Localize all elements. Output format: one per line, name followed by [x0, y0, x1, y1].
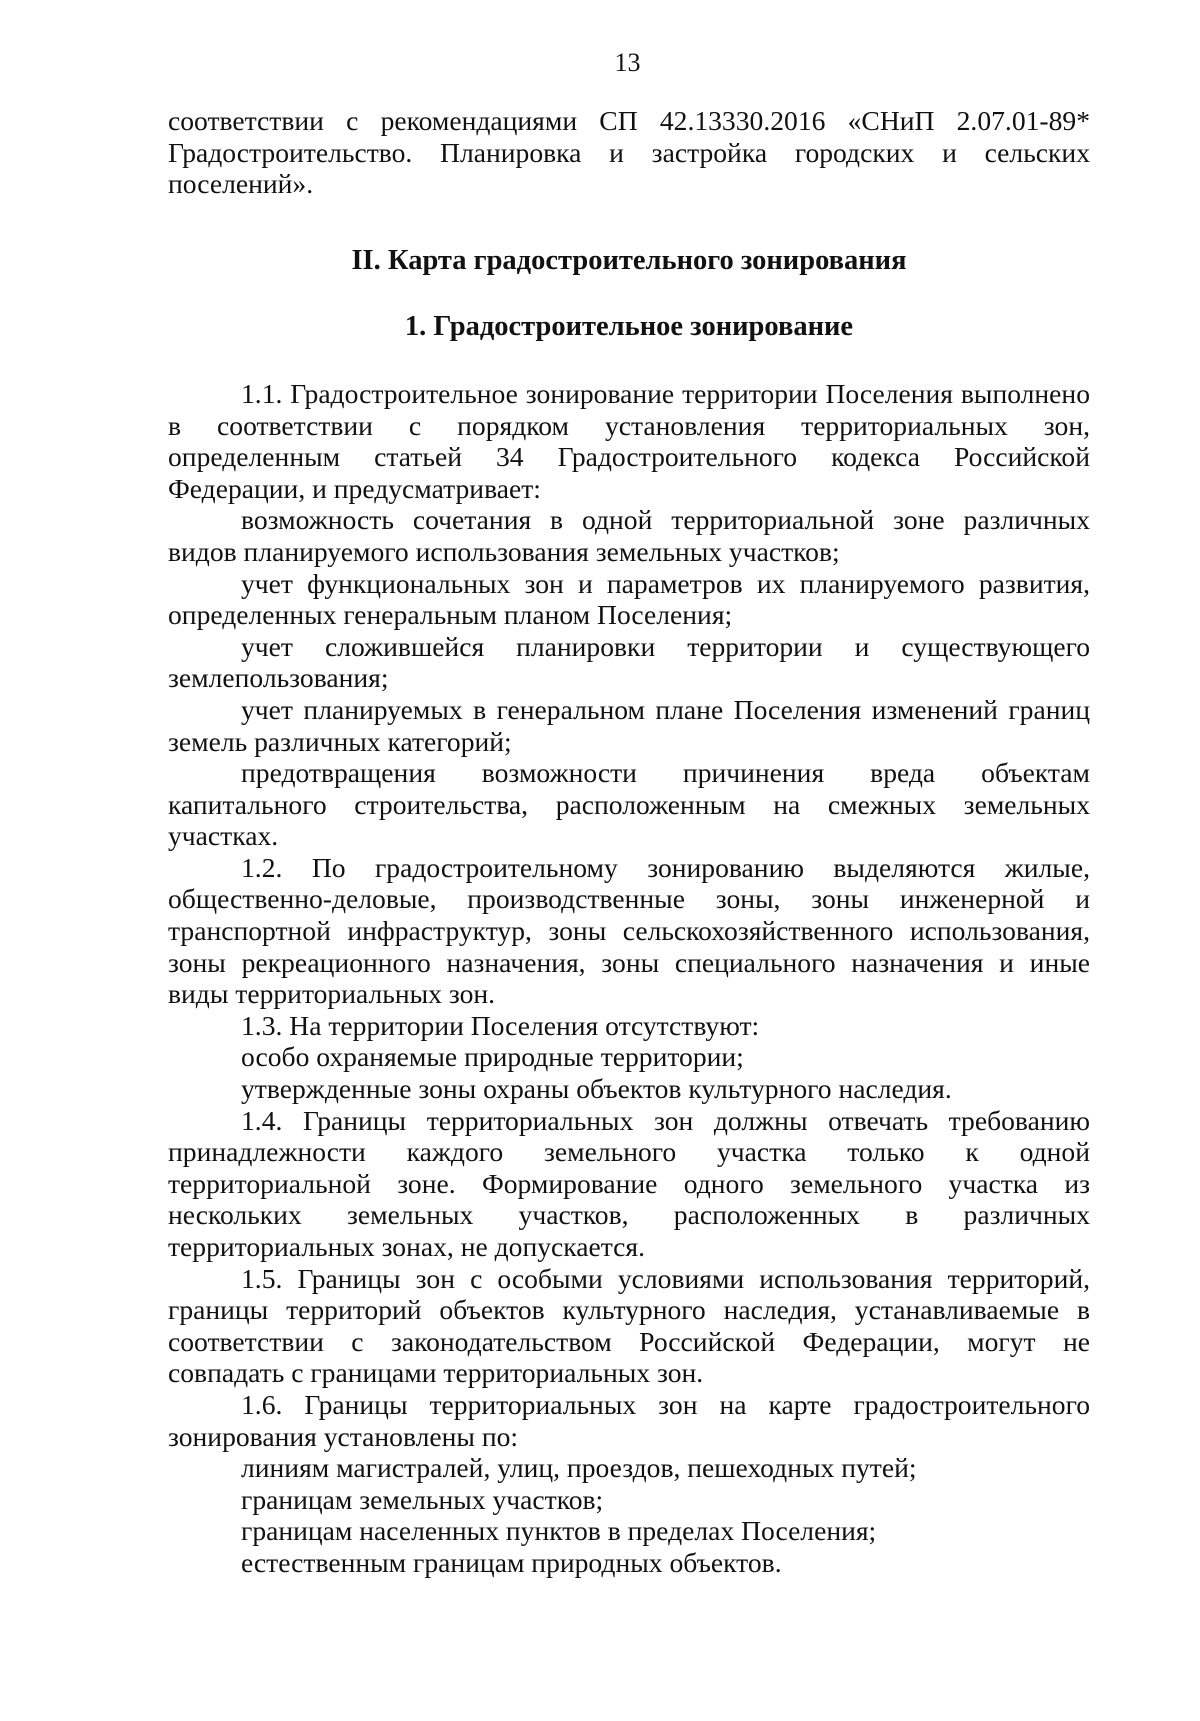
paragraph-1-2: 1.2. По градостроительному зонированию выделяются жилые, общественно-деловые, производственные зоны, зоны инженерной и транспортной инфраструктур, зоны сельскохозяйственного использования, зоны рекреационного назначения, зоны специального назначения и иные виды территориальных зон. — [168, 851, 1090, 1010]
list-item: линиям магистралей, улиц, проездов, пешеходных путей; — [241, 1452, 917, 1484]
list-item: границам населенных пунктов в пределах Поселения; — [241, 1515, 877, 1547]
paragraph-1-4: 1.4. Границы территориальных зон должны отвечать требованию принадлежности каждого земельного участка только к одной территориальной зоне. Формирование одного земельного участка из нескольких земельных участков, расположенных в различных территориальных зонах, не допускается. — [168, 1104, 1090, 1262]
paragraph-1-1: 1.1. Градостроительное зонирование территории Поселения выполнено в соответствии с порядком установления территориальных зон, определенным статьей 34 Градостроительного кодекса Российской Федерации, и предусматривает: — [168, 377, 1090, 504]
list-item: утвержденные зоны охраны объектов культурного наследия. — [241, 1073, 952, 1105]
intro-paragraph: соответствии с рекомендациями СП 42.13330.2016 «СНиП 2.07.01-89* Градостроительство. Планировка и застройка городских и сельских поселений». — [168, 105, 1090, 200]
paragraph-1-3: 1.3. На территории Поселения отсутствуют: — [241, 1009, 760, 1041]
paragraph-1-5: 1.5. Границы зон с особыми условиями использования территорий, границы территорий объектов культурного наследия, устанавливаемые в соответствии с законодательством Российской Федерации, могут не совпадать с границами территориальных зон. — [168, 1262, 1090, 1389]
list-item: границам земельных участков; — [241, 1483, 604, 1515]
paragraph-1-6: 1.6. Границы территориальных зон на карте градостроительного зонирования установлены по: — [168, 1388, 1090, 1452]
list-item: учет функциональных зон и параметров их планируемого развития, определенных генеральным планом Поселения; — [168, 567, 1090, 631]
subsection-title: 1. Градостроительное зонирование — [404, 311, 854, 343]
list-item: особо охраняемые природные территории; — [241, 1041, 744, 1073]
list-item: естественным границам природных объектов. — [241, 1546, 782, 1578]
list-item: учет сложившейся планировки территории и существующего землепользования; — [168, 630, 1090, 694]
document-body — [168, 105, 1090, 1579]
list-item: предотвращения возможности причинения вреда объектам капитального строительства, расположенным на смежных земельных участках. — [168, 757, 1090, 852]
list-item: учет планируемых в генеральном плане Поселения изменений границ земель различных категорий; — [168, 693, 1090, 757]
section-title: II. Карта градостроительного зонирования — [351, 244, 907, 276]
page-number: 13 — [614, 48, 641, 77]
list-item: возможность сочетания в одной территориальной зоне различных видов планируемого использования земельных участков; — [168, 504, 1090, 567]
